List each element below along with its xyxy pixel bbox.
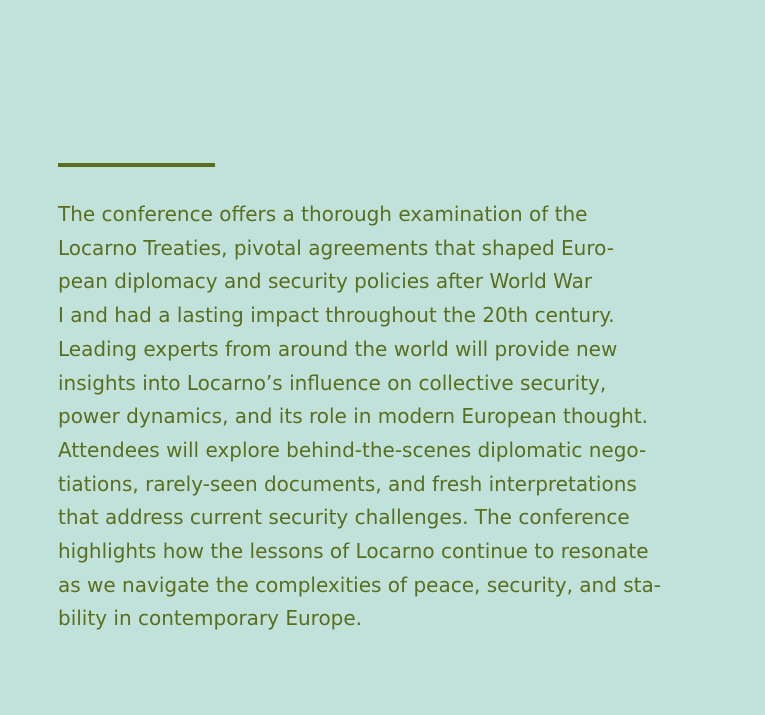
text-line: insights into Locarno’s influence on collective security, [58, 370, 607, 395]
text-line: that address current security challenges. The conference [58, 505, 630, 530]
text-line: The conference offers a thorough examination of the [58, 202, 588, 226]
text-line: bility in contemporary Europe. [58, 606, 363, 631]
decorative-rule [58, 163, 215, 167]
text-line: highlights how the lessons of Locarno continue to resonate [58, 539, 649, 564]
conference-description [58, 198, 718, 636]
text-line: pean diplomacy and security policies after World War [58, 269, 593, 294]
text-line: Locarno Treaties, pivotal agreements that shaped Euro- [58, 235, 614, 260]
text-line: Attendees will explore behind-the-scenes diplomatic nego- [58, 437, 647, 462]
text-line: as we navigate the complexities of peace, security, and sta- [58, 572, 661, 597]
text-line: I and had a lasting impact throughout the 20th century. [58, 303, 615, 328]
text-line: power dynamics, and its role in modern European thought. [58, 404, 649, 429]
text-line: Leading experts from around the world will provide new [58, 336, 618, 361]
text-line: tiations, rarely-seen documents, and fresh interpretations [58, 471, 637, 496]
